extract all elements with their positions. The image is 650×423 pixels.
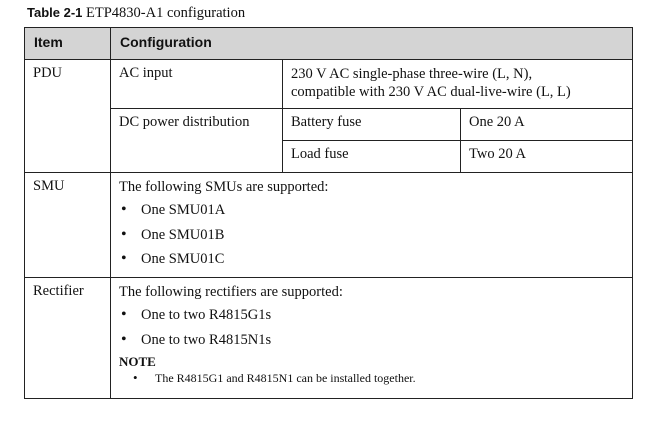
list-item: • One SMU01C [119,247,632,272]
smu-intro: The following SMUs are supported: [119,179,329,195]
rectifier-item: Rectifier [25,278,111,399]
load-fuse-label: Load fuse [283,141,461,173]
smu-row [25,173,633,278]
pdu-item: PDU [25,60,111,173]
dc-distribution-label: DC power distribution [111,109,283,173]
smu-config [111,173,633,278]
rectifier-row [25,278,633,399]
rectifier-list [119,303,632,352]
list-item: • One SMU01A [119,198,632,223]
table-number: Table 2-1 [27,5,83,20]
table-caption [27,5,245,22]
battery-fuse-value: One 20 A [461,109,633,141]
rectifier-config [111,278,633,399]
ac-input-value-line2: compatible with 230 V AC dual-live-wire (L, L) [291,84,571,100]
load-fuse-value: Two 20 A [461,141,633,173]
list-item: • One to two R4815N1s [119,328,632,353]
battery-fuse-row [25,109,633,141]
ac-input-value [283,60,633,109]
smu-list [119,198,632,272]
list-item: • One to two R4815G1s [119,303,632,328]
ac-input-value-line1: 230 V AC single-phase three-wire (L, N), [291,66,533,82]
header-row [25,28,633,60]
header-configuration: Configuration [111,28,633,60]
rectifier-intro: The following rectifiers are supported: [119,284,343,300]
ac-input-label: AC input [111,60,283,109]
note-title: NOTE [119,354,156,369]
pdu-row [25,60,633,109]
battery-fuse-label: Battery fuse [283,109,461,141]
note-text: • The R4815G1 and R4815N1 can be installed together. [119,370,632,386]
smu-item: SMU [25,173,111,278]
configuration-table [24,27,633,399]
table-title: ETP4830-A1 configuration [86,5,246,21]
header-item: Item [25,28,111,60]
list-item: • One SMU01B [119,223,632,248]
